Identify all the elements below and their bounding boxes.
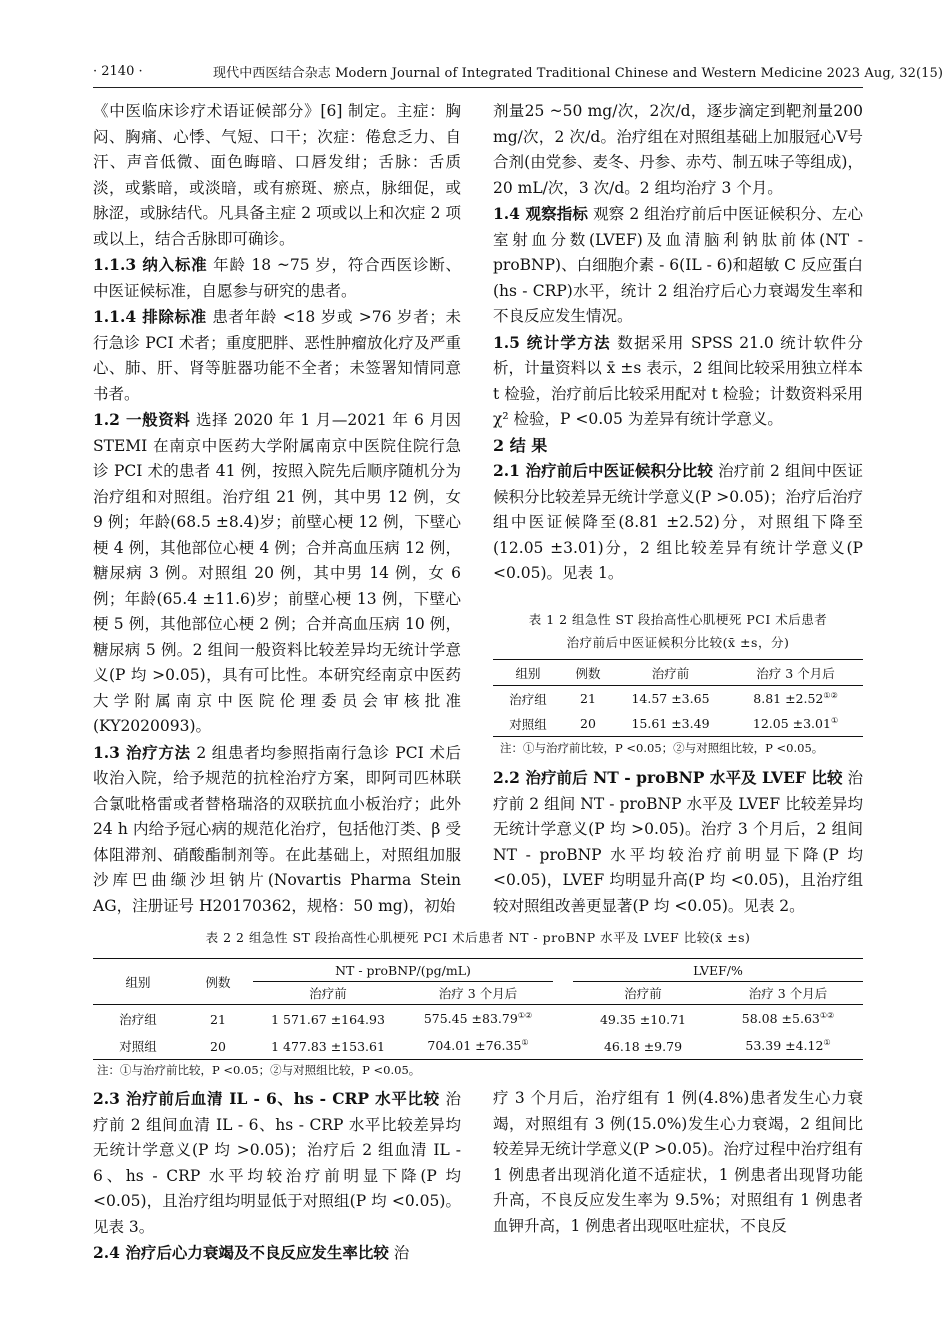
cell-value: 53.39 ±4.12 bbox=[745, 1038, 824, 1054]
text-1-3: 2 组患者均参照指南行急诊 PCI 术后收治入院，给予规范的抗栓治疗方案，即阿司匹林联合氯吡格雷或者替格瑞洛的双联抗血小板治疗；此外 24 h 内给予冠心病的规范化治疗，包括他汀类、β 受体阻滞剂、硝酸酯制剂等。在此基础上，对照组加服沙库巴曲缬沙坦钠片(Novartis Pharma Stein AG，注册证号 H20170362，规格：50 mg)，初始 bbox=[93, 743, 461, 915]
significance-mark: ① bbox=[823, 1038, 831, 1048]
significance-mark: ①② bbox=[517, 1011, 533, 1021]
table-row bbox=[93, 1005, 863, 1034]
heading-1-3: 1.3 治疗方法 bbox=[93, 742, 191, 762]
left-column-bottom bbox=[93, 1086, 461, 1267]
heading-2-3: 2.3 治疗前后血清 IL - 6、hs - CRP 水平比较 bbox=[93, 1089, 440, 1108]
significance-mark: ① bbox=[830, 715, 839, 725]
cell-value: 58.08 ±5.63 bbox=[741, 1011, 820, 1027]
heading-results: 2 结 果 bbox=[493, 435, 548, 455]
table-cell bbox=[713, 1033, 863, 1060]
table2-header-row1 bbox=[93, 959, 863, 982]
table-cell bbox=[713, 1005, 863, 1034]
table-cell bbox=[728, 711, 863, 737]
heading-1-5: 1.5 统计学方法 bbox=[493, 332, 611, 352]
cell-value: 704.01 ±76.35 bbox=[427, 1038, 522, 1054]
heading-1-4: 1.4 观察指标 bbox=[493, 204, 589, 223]
table2-header-lv-before: 治疗前 bbox=[624, 986, 662, 1001]
text-1-4: 观察 2 组治疗前后中医证候积分、左心室射血分数(LVEF)及血清脑利钠肽前体(NT - proBNP)、白细胞介素 - 6(IL - 6)和超敏 C 反应蛋白(hs - CRP)水平，统计 2 组治疗后心力衰竭发生率和不良反应发生情况。 bbox=[493, 205, 863, 325]
text-1-1-3: 年龄 18 ~75 岁，符合西医诊断、中医证候标准，自愿参与研究的患者。 bbox=[93, 256, 461, 300]
table-cell: 治疗组 bbox=[509, 691, 547, 707]
table2-header-group: 组别 bbox=[93, 959, 183, 1005]
table2-header-n: 例数 bbox=[183, 959, 253, 1005]
heading-2-2: 2.2 治疗前后 NT - proBNP 水平及 LVEF 比较 bbox=[493, 768, 843, 787]
table2-spacer bbox=[553, 1005, 573, 1034]
page-number: · 2140 · bbox=[93, 63, 143, 79]
table1-header-before: 治疗前 bbox=[651, 665, 690, 681]
cell-value: 12.05 ±3.01 bbox=[752, 716, 831, 732]
table-cell: 1 477.83 ±153.61 bbox=[271, 1038, 385, 1054]
table-2 bbox=[93, 958, 863, 1060]
table2-header-nt-before: 治疗前 bbox=[309, 986, 347, 1001]
table2-spacer bbox=[553, 982, 573, 1005]
section-1-3 bbox=[93, 740, 461, 920]
heading-2-4: 2.4 治疗后心力衰竭及不良反应发生率比较 bbox=[93, 1243, 389, 1262]
paragraph-diagnosis: 《中医临床诊疗术语证候部分》[6] 制定。主症：胸闷、胸痛、心悸、气短、口干；次症：倦怠乏力、自汗、声音低微、面色晦暗、口唇发绀；舌脉：舌质淡，或紫暗，或淡暗，或有瘀斑、瘀点，脉细促，或脉涩，或脉结代。凡具备主症 2 项或以上和次症 2 项或以上，结合舌脉即可确诊。 bbox=[93, 102, 461, 248]
text-2-2: 治疗前 2 组间 NT - proBNP 水平及 LVEF 比较差异均无统计学意义(P 均 >0.05)。治疗 3 个月后，2 组间 NT - proBNP 水平均较治疗前明显下降(P 均 <0.05)，LVEF 均明显升高(P 均 <0.05)，且治疗组较对照组改善更显著(P 均 <0.05)。见表 2。 bbox=[493, 769, 864, 915]
table-row bbox=[493, 711, 863, 737]
table1-header-after: 治疗 3 个月后 bbox=[756, 665, 835, 681]
table-cell: 15.61 ±3.49 bbox=[631, 716, 710, 731]
table1-header-group: 组别 bbox=[515, 665, 541, 681]
table2-header-nt-after: 治疗 3 个月后 bbox=[438, 986, 518, 1001]
table1-note: 注：①与治疗前比较，P <0.05；②与对照组比较，P <0.05。 bbox=[500, 741, 824, 755]
table-cell: 46.18 ±9.79 bbox=[603, 1038, 683, 1054]
table1-header-row bbox=[493, 660, 863, 686]
right-column bbox=[493, 99, 863, 587]
table-cell bbox=[403, 1033, 553, 1060]
right-column-lower bbox=[493, 765, 863, 919]
heading-1-1-4: 1.1.4 排除标准 bbox=[93, 307, 207, 326]
table-cell: 对照组 bbox=[119, 1039, 157, 1054]
cell-value: 575.45 ±83.79 bbox=[423, 1011, 518, 1027]
table-cell: 49.35 ±10.71 bbox=[599, 1011, 687, 1027]
table-cell: 21 bbox=[210, 1011, 226, 1027]
table1-header-n: 例数 bbox=[575, 665, 601, 681]
significance-mark: ①② bbox=[819, 1011, 835, 1021]
section-1-2 bbox=[93, 407, 461, 740]
table-cell: 21 bbox=[580, 691, 596, 706]
text-2-4: 治 bbox=[388, 1244, 410, 1262]
table-cell: 14.57 ±3.65 bbox=[631, 691, 710, 706]
table-cell bbox=[403, 1005, 553, 1034]
left-column bbox=[93, 99, 461, 919]
heading-1-2: 1.2 一般资料 bbox=[93, 410, 191, 429]
table-cell bbox=[728, 686, 863, 712]
table-1 bbox=[493, 659, 863, 737]
text-1-1-4: 患者年龄 <18 岁或 >76 岁者；未行急诊 PCI 术者；重度肥胖、恶性肿瘤放化疗及严重心、肺、肝、肾等脏器功能不全者；未签署知情同意书者。 bbox=[93, 308, 461, 403]
table-cell: 治疗组 bbox=[119, 1012, 157, 1027]
table-row bbox=[93, 1033, 863, 1060]
heading-1-1-3: 1.1.3 纳入标准 bbox=[93, 255, 208, 274]
table-cell: 20 bbox=[210, 1038, 226, 1054]
right-column-bottom bbox=[493, 1086, 863, 1239]
table-cell: 1 571.67 ±164.93 bbox=[271, 1011, 385, 1027]
table1-caption-line1: 表 1 2 组急性 ST 段抬高性心肌梗死 PCI 术后患者 bbox=[528, 612, 828, 627]
table-cell: 20 bbox=[580, 716, 596, 731]
section-1-1-4 bbox=[93, 304, 461, 407]
text-2-1: 治疗前 2 组间中医证候积分比较差异无统计学意义(P >0.05)；治疗后治疗组中医证候降至(8.81 ±2.52)分，对照组下降至(12.05 ±3.01)分，2 组比较差异有统计学意义(P <0.05)。见表 1。 bbox=[493, 462, 863, 582]
table2-header-lv-after: 治疗 3 个月后 bbox=[748, 986, 828, 1001]
table1-caption-line2: 治疗前后中医证候积分比较(x̄ ±s，分) bbox=[566, 635, 790, 650]
table2-caption: 表 2 2 组急性 ST 段抬高性心肌梗死 PCI 术后患者 NT - proBNP 水平及 LVEF 比较(x̄ ±s) bbox=[205, 930, 751, 945]
significance-mark: ①② bbox=[823, 690, 838, 700]
text-1-5: 数据采用 SPSS 21.0 统计软件分析，计量资料以 x̄ ±s 表示，2 组间比较采用独立样本 t 检验，治疗前后比较采用配对 t 检验；计数资料采用 χ² 检验，P <0.05 为差异有统计学意义。 bbox=[493, 333, 863, 428]
table-row bbox=[493, 686, 863, 712]
paragraph-dosage: 剂量25 ~50 mg/次，2次/d，逐步滴定到靶剂量200 mg/次，2 次/d。治疗组在对照组基础上加服冠心Ⅴ号合剂(由党参、麦冬、丹参、赤芍、制五味子等组成)，20 mL/次，3 次/d。2 组均治疗 3 个月。 bbox=[493, 102, 863, 197]
section-2-2 bbox=[493, 765, 863, 919]
section-1-5 bbox=[493, 330, 863, 433]
table2-spacer bbox=[553, 959, 573, 982]
paragraph-2-4-continued: 疗 3 个月后，治疗组有 1 例(4.8%)患者发生心力衰竭，对照组有 3 例(15.0%)发生心力衰竭，2 组间比较差异无统计学意义(P >0.05)。治疗过程中治疗组有 1 例患者出现消化道不适症状，1 例患者出现肾功能升高，不良反应发生率为 9.5%；对照组有 1 例患者血钾升高，1 例患者出现呕吐症状，不良反 bbox=[493, 1089, 863, 1235]
text-2-3: 治疗前 2 组间血清 IL - 6、hs - CRP 水平比较差异均无统计学意义(P 均 >0.05)；治疗后 2 组血清 IL - 6、hs - CRP 水平均较治疗前明显下降(P 均 <0.05)，且治疗组均明显低于对照组(P 均 <0.05)。见表 3。 bbox=[93, 1090, 461, 1236]
section-2-3 bbox=[93, 1086, 461, 1240]
significance-mark: ① bbox=[521, 1038, 529, 1048]
table2-note: 注：①与治疗前比较，P <0.05；②与对照组比较，P <0.05。 bbox=[97, 1063, 421, 1077]
journal-title: 现代中西医结合杂志 Modern Journal of Integrated Traditional Chinese and Western Medicine 2023 Aug, 32(15) bbox=[213, 65, 944, 81]
heading-2-1: 2.1 治疗前后中医证候积分比较 bbox=[493, 461, 714, 480]
section-1-4 bbox=[493, 201, 863, 330]
section-2-4 bbox=[93, 1240, 461, 1267]
section-2-1 bbox=[493, 458, 863, 587]
text-1-2: 选择 2020 年 1 月—2021 年 6 月因 STEMI 在南京中医药大学附属南京中医院住院行急诊 PCI 术的患者 41 例，按照入院先后顺序随机分为治疗组和对照组。治疗组 21 例，其中男 12 例，女 9 例；年龄(68.5 ±8.4)岁；前壁心梗 12 例，下壁心梗 4 例，其他部位心梗 4 例；合并高血压病 12 例，糖尿病 3 例。对照组 20 例，其中男 14 例，女 6 例；年龄(65.4 ±11.6)岁；前壁心梗 13 例，下壁心梗 5 例，其他部位心梗 2 例；合并高血压病 10 例，糖尿病 5 例。2 组间一般资料比较差异均无统计学意义(P 均 >0.05)，具有可比性。本研究经南京中医药大学附属南京中医院伦理委员会审核批准(KY2020093)。 bbox=[93, 411, 461, 735]
table2-header-ntprobnp: NT - proBNP/(pg/mL) bbox=[253, 959, 553, 982]
running-header bbox=[93, 58, 944, 84]
table2-spacer bbox=[553, 1033, 573, 1060]
section-1-1-3 bbox=[93, 252, 461, 304]
cell-value: 8.81 ±2.52 bbox=[753, 691, 824, 707]
table-cell: 对照组 bbox=[509, 716, 547, 732]
header-rule bbox=[93, 87, 863, 88]
table2-header-lvef: LVEF/% bbox=[573, 959, 863, 982]
